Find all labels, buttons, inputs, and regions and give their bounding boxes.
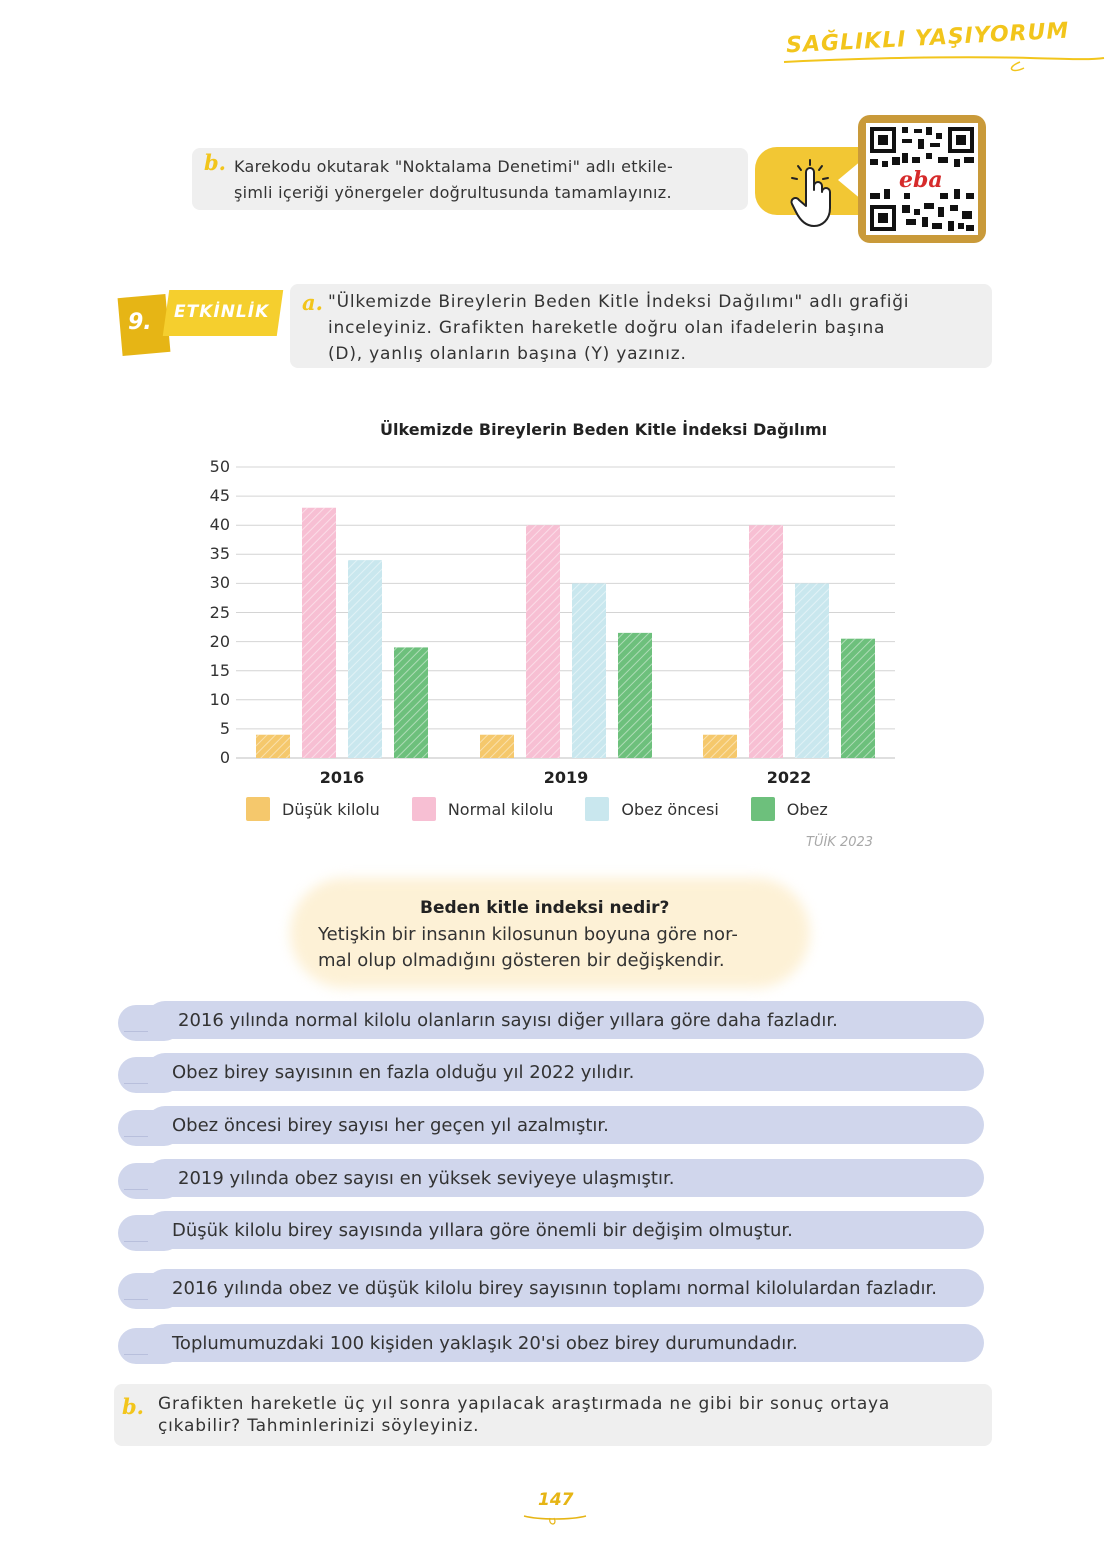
qr-instruction-line2: şimli içeriği yönergeler doğrultusunda tamamlayınız. (234, 183, 672, 202)
statement-text: 2019 yılında obez sayısı en yüksek seviyeye ulaşmıştır. (178, 1167, 675, 1189)
bar-2016-obez-öncesi (348, 560, 382, 758)
activity-line1: "Ülkemizde Bireylerin Beden Kitle İndeksi Dağılımı" adlı grafiği (328, 292, 910, 312)
activity-line3: (D), yanlış olanların başına (Y) yazınız. (328, 344, 687, 364)
y-tick-label: 40 (209, 515, 230, 535)
bar-2016-düşük-kilolu (256, 735, 290, 758)
bar-2016-obez (394, 647, 428, 758)
answer-blank[interactable] (124, 1031, 148, 1032)
qr-section-letter: b. (204, 150, 226, 175)
legend-label: Obez öncesi (621, 799, 719, 819)
page-number: 147 (538, 1490, 574, 1510)
chart-legend (246, 797, 828, 821)
header-title: SAĞLIKLI YAŞIYORUM (785, 18, 1070, 59)
bar-2016-normal-kilolu (302, 508, 336, 758)
statement-row (146, 1053, 984, 1091)
y-tick-label: 30 (209, 573, 230, 593)
part-b-line2: çıkabilir? Tahminlerinizi söyleyiniz. (158, 1416, 480, 1436)
legend-swatch (751, 797, 775, 821)
x-axis-label-2019: 2019 (543, 768, 589, 787)
definition-line1: Yetişkin bir insanın kilosunun boyuna göre nor- (318, 924, 738, 945)
bar-2019-obez-öncesi (572, 583, 606, 758)
activity-line2: inceleyiniz. Grafikten hareketle doğru olan ifadelerin başına (328, 318, 886, 338)
answer-blank[interactable] (124, 1136, 148, 1137)
y-tick-label: 45 (209, 486, 230, 506)
qr-instruction-line1: Karekodu okutarak "Noktalama Denetimi" adlı etkile- (234, 157, 674, 176)
legend-swatch (246, 797, 270, 821)
statement-row (146, 1324, 984, 1362)
legend-item (585, 797, 718, 821)
legend-item (246, 797, 380, 821)
legend-swatch (585, 797, 609, 821)
definition-text (318, 922, 778, 974)
y-tick-label: 50 (209, 457, 230, 476)
bar-2019-düşük-kilolu (480, 735, 514, 758)
y-tick-label: 5 (219, 718, 230, 738)
y-tick-label: 25 (209, 602, 230, 622)
activity-letter-a: a. (302, 290, 323, 315)
bar-2019-obez (618, 633, 652, 758)
answer-blank[interactable] (124, 1354, 148, 1355)
statement-row (146, 1159, 984, 1197)
part-b-line1: Grafikten hareketle üç yıl sonra yapılacak araştırmada ne gibi bir sonuç ortaya (158, 1394, 891, 1414)
y-tick-label: 20 (209, 631, 230, 651)
definition-title: Beden kitle indeksi nedir? (420, 898, 670, 918)
y-tick-label: 10 (209, 689, 230, 709)
statement-row (146, 1211, 984, 1249)
statement-text: Obez birey sayısının en fazla olduğu yıl 2022 yılıdır. (172, 1061, 635, 1083)
part-b-letter: b. (122, 1394, 144, 1419)
legend-label: Düşük kilolu (282, 799, 380, 819)
bar-2022-düşük-kilolu (703, 735, 737, 758)
y-tick-label: 0 (219, 748, 230, 767)
x-axis-label-2016: 2016 (319, 768, 365, 787)
chart-title: Ülkemizde Bireylerin Beden Kitle İndeksi Dağılımı (380, 420, 828, 439)
statement-row (146, 1106, 984, 1144)
answer-blank[interactable] (124, 1189, 148, 1190)
legend-label: Normal kilolu (447, 799, 554, 819)
legend-item (751, 797, 828, 821)
bar-2022-obez (841, 639, 875, 758)
chart-source: TÜİK 2023 (806, 835, 874, 850)
activity-label: ETKİNLİK (174, 302, 270, 322)
statement-text: Toplumumuzdaki 100 kişiden yaklaşık 20'si obez birey durumundadır. (172, 1332, 798, 1354)
legend-item (412, 797, 554, 821)
definition-line2: mal olup olmadığını gösteren bir değişkendir. (318, 950, 725, 971)
eba-logo: eba (896, 168, 946, 192)
answer-blank[interactable] (124, 1083, 148, 1084)
bar-2019-normal-kilolu (526, 525, 560, 758)
statement-text: 2016 yılında normal kilolu olanların sayısı diğer yıllara göre daha fazladır. (178, 1009, 838, 1031)
statement-row (146, 1001, 984, 1039)
statement-text: Obez öncesi birey sayısı her geçen yıl azalmıştır. (172, 1114, 609, 1136)
answer-blank[interactable] (124, 1299, 148, 1300)
legend-swatch (412, 797, 436, 821)
statement-row (146, 1269, 984, 1307)
answer-blank[interactable] (124, 1241, 148, 1242)
y-tick-label: 35 (209, 544, 230, 564)
bar-2022-normal-kilolu (749, 525, 783, 758)
x-axis-label-2022: 2022 (766, 768, 812, 787)
activity-number: 9. (128, 310, 152, 335)
statement-text: 2016 yılında obez ve düşük kilolu birey sayısının toplamı normal kilolulardan fazladır. (172, 1277, 937, 1299)
statement-text: Düşük kilolu birey sayısında yıllara göre önemli bir değişim olmuştur. (172, 1219, 793, 1241)
bar-2022-obez-öncesi (795, 583, 829, 758)
page-number-swoosh (520, 1510, 590, 1528)
y-tick-label: 15 (209, 660, 230, 680)
legend-label: Obez (786, 799, 828, 819)
